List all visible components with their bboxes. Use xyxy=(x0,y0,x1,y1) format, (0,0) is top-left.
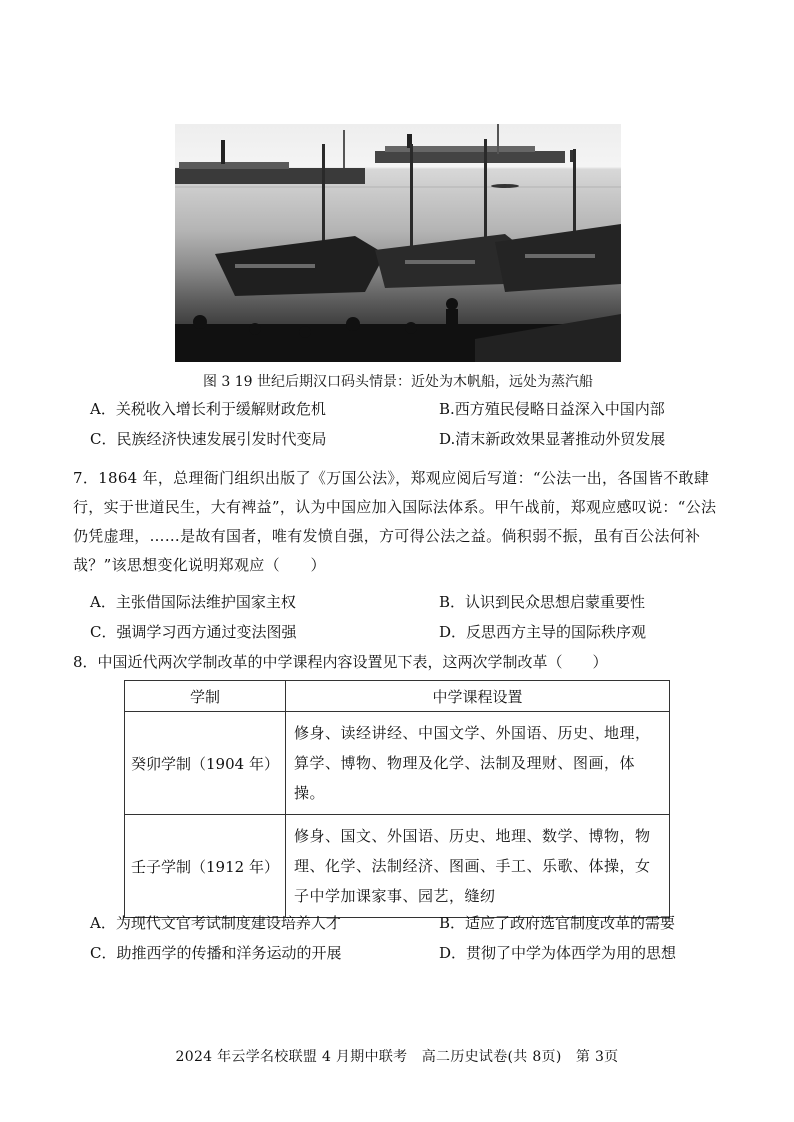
table-header-courses: 中学课程设置 xyxy=(286,681,670,712)
steamship-right xyxy=(375,124,574,163)
q8-stem: 8．中国近代两次学制改革的中学课程内容设置见下表，这两次学制改革（ ） xyxy=(73,653,608,671)
table-cell-courses: 修身、国文、外国语、历史、地理、数学、博物，物理、化学、法制经济、图画、手工、乐歌、体操，女子中学加课家事、园艺，缝纫 xyxy=(286,815,670,918)
q6-option-c: C．民族经济快速发展引发时代变局 xyxy=(90,430,327,448)
junk-boats xyxy=(215,224,621,296)
table-row xyxy=(125,712,670,815)
table-cell-system: 壬子学制（1912 年） xyxy=(125,815,286,918)
q7-option-c: C．强调学习西方通过变法图强 xyxy=(90,623,297,641)
q8-option-c: C．助推西学的传播和洋务运动的开展 xyxy=(90,944,342,962)
harbor-illustration xyxy=(175,124,621,362)
harbor-photo xyxy=(175,124,621,362)
q6-option-a: A．关税收入增长利于缓解财政危机 xyxy=(90,400,326,418)
q7-option-d: D．反思西方主导的国际秩序观 xyxy=(439,623,647,641)
q7-stem: 7．1864 年，总理衙门组织出版了《万国公法》，郑观应阅后写道：“公法一出，各国皆不敢肆行，实于世道民生，大有裨益”，认为中国应加入国际法体系。甲午战前，郑观应感叹说：“公法仍凭虚理，……是故有国者，唯有发愤自强，方可得公法之益。倘积弱不振，虽有百公法何补哉？”该思想变化说明郑观应（ ） xyxy=(73,469,717,574)
q6-option-b: B.西方殖民侵略日益深入中国内部 xyxy=(439,400,665,418)
foreground-crowd xyxy=(175,298,621,362)
q7-option-b: B．认识到民众思想启蒙重要性 xyxy=(439,593,646,611)
table-header-row xyxy=(125,681,670,712)
page-footer: 2024 年云学名校联盟 4 月期中联考 高二历史试卷(共 8页) 第 3页 xyxy=(175,1049,619,1065)
q7-option-a: A．主张借国际法维护国家主权 xyxy=(90,593,296,611)
q8-option-a: A．为现代文官考试制度建设培养人才 xyxy=(90,914,341,932)
table-cell-courses: 修身、读经讲经、中国文学、外国语、历史、地理，算学、博物、物理及化学、法制及理财、图画，体操。 xyxy=(286,712,670,815)
table-row xyxy=(125,815,670,918)
table-header-system: 学制 xyxy=(125,681,286,712)
steamship-left xyxy=(175,130,365,184)
curriculum-table xyxy=(124,680,670,918)
q6-option-d: D.清末新政效果显著推动外贸发展 xyxy=(439,430,666,448)
figure-caption: 图 3 19 世纪后期汉口码头情景：近处为木帆船，远处为蒸汽船 xyxy=(202,374,594,390)
q8-option-d: D．贯彻了中学为体西学为用的思想 xyxy=(439,944,677,962)
table-cell-system: 癸卯学制（1904 年） xyxy=(125,712,286,815)
q8-option-b: B．适应了政府选官制度改革的需要 xyxy=(439,914,676,932)
